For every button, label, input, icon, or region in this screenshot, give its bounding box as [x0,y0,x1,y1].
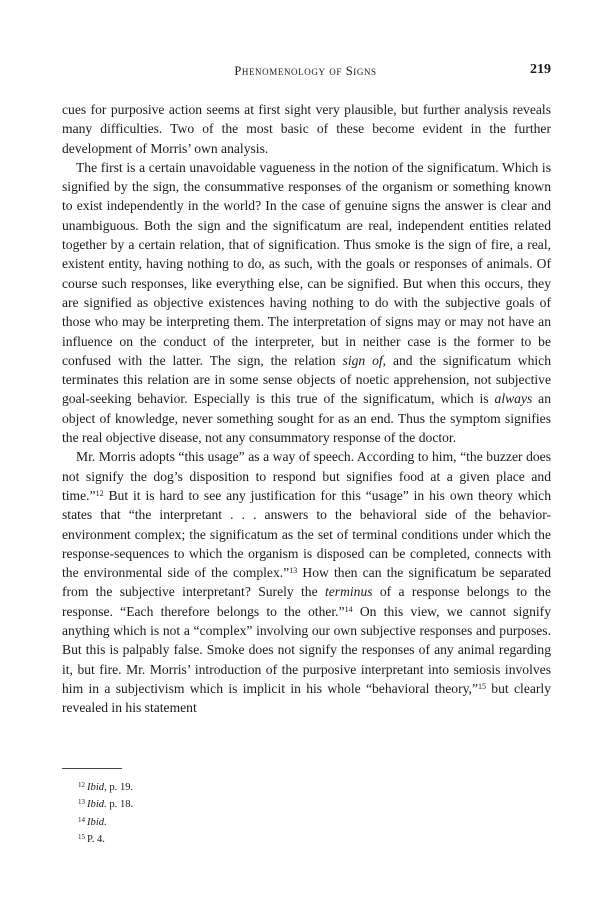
text-run: and the significatum which terminates this relation are in some sense objects of noetic apprehension, not subjective goal-seeking behavior. Especially is this true of the significatum, which is [62,352,551,407]
paragraph [62,158,551,447]
footnote-citation: Ibid. [87,816,107,828]
footnote-divider [62,768,122,769]
paragraph [62,447,551,717]
footnote-ref: 15 [477,681,486,691]
running-head [60,64,551,82]
text-run: of a response belongs to the response. “Each therefore belongs to the other.” [62,584,551,619]
text-run: cues for purposive action seems at first sight very plausible, but further analysis reveals many difficulties. Two of the most basic of these become evident in the further development of Morris’ own analysis. [62,102,551,156]
footnote-text: p. 18. [106,799,134,811]
footnotes [78,778,133,847]
footnote-citation: Ibid. [87,799,107,811]
emphasis-text: always [494,391,533,407]
body-text [62,100,551,718]
text-run: The first is a certain unavoidable vagueness in the notion of the significatum. Which is signified by the sign, the consummative responses of the organism or something known to exist independently in the world? In the case of genuine signs the answer is clear and unambiguous. Both the sign and the significatum are real, independent entities related together by a certain relation, that of signification. Thus smoke is the sign of fire, a real, existent entity, having nothing to do, as such, with the goals or responses of animals. Of course such responses, like everything else, can be signified. But when this occurs, they are signified as objective existences having nothing to do with the subjective goals of those who may be interpreting them. The interpretation of signs may or may not have an influence on the conduct of the interpreter, but in neither case is the former to be confused with the latter. The sign, the relation [62,159,551,368]
emphasis-text: terminus [324,584,373,600]
footnote-ref: 13 [289,566,298,576]
footnote-citation: Ibid, [87,782,107,793]
footnote-text: P. 4. [87,833,105,845]
text-run: Mr. Morris adopts “this usage” as a way of speech. According to him, “the buzzer does not signify the dog’s disposition to respond but signifies food at a given place and time.” [62,449,551,503]
footnote-number: 12 [78,781,85,789]
footnote-ref: 12 [95,488,104,498]
emphasis-text: sign of, [342,352,387,368]
text-run: On this view, we cannot signify anything which is not a “complex” involving our own subjective responses and purposes. But this is palpably false. Smoke does not signify the responses of any animal regarding it, but fire. Mr. Morris’ introduction of the purposive interpretant into semiosis involves him in a subjectivism which is implicit in his whole “behavioral theory,” [62,603,551,696]
footnote [78,795,133,812]
footnote [78,778,133,795]
footnote [78,830,133,847]
running-title: Phenomenology of Signs [234,64,377,78]
paragraph [62,100,551,158]
text-run: an object of knowledge, never something sought for as an end. Thus the symptom signifies the real objective disease, not any consummatory response of the doctor. [62,391,552,446]
footnote [78,813,133,830]
footnote-ref: 14 [344,604,353,614]
text-run: How then can the significatum be separated from the subjective interpretant? Surely the [62,565,552,600]
footnote-number: 13 [78,798,85,807]
text-run: But it is hard to see any justification for this “usage” in his own theory which states that “the interpretant . . . answers to the behavioral side of the behavior-environment complex; the significatum as the set of terminal conditions under which the response-sequences to which the organism is disposed can be completed, connects with the environmental side of the complex.” [62,487,551,581]
text-run: but clearly revealed in his statement [62,680,551,716]
footnote-number: 15 [78,832,85,841]
footnote-number: 14 [78,815,85,824]
footnote-text: p. 19. [106,782,134,793]
page-number: 219 [530,62,551,77]
